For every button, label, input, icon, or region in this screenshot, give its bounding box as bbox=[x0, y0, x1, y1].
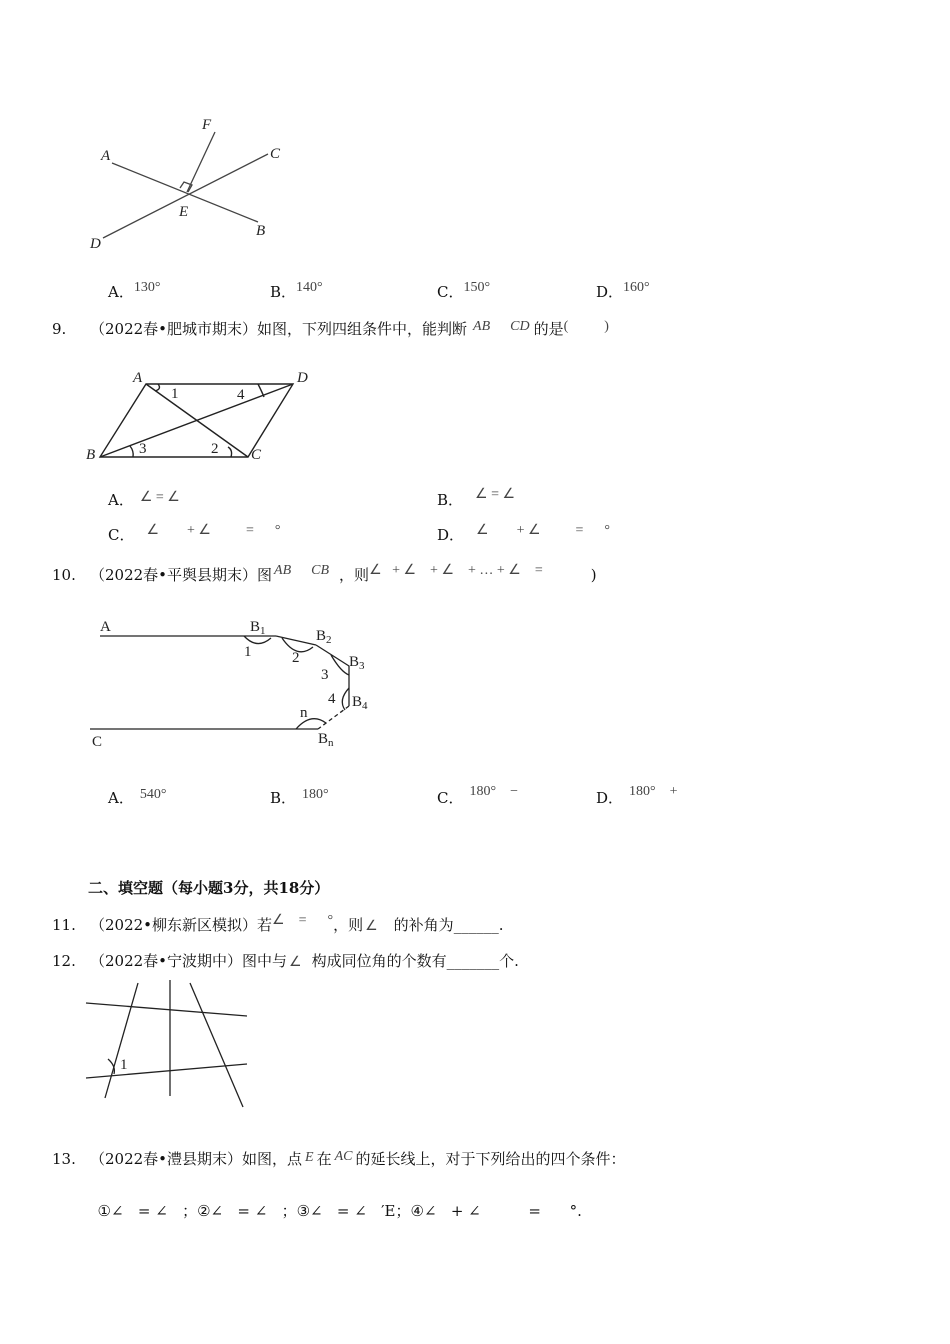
label-b2: $B_2$ bbox=[316, 628, 332, 646]
q12-stem: 12. （2022春•宁波期中）图中与 ∠ 构成同位角的个数有_______个. bbox=[52, 952, 519, 970]
transversal-top bbox=[86, 1003, 247, 1016]
label-f: F bbox=[202, 117, 212, 133]
q13-stem: 13. （2022春•澧县期末）如图，点 E 在 AC 的延长线上，对于下列给出的四个条件： bbox=[52, 1149, 626, 1168]
q8-option-c[interactable]: C．150° bbox=[437, 280, 491, 301]
q11-stem: 11. （2022•柳东新区模拟）若∠ = °，则 ∠ 的补角为______. bbox=[52, 913, 504, 934]
label-a: A bbox=[133, 370, 143, 386]
label-b: B bbox=[256, 223, 266, 239]
angle-arc-4 bbox=[258, 384, 264, 397]
label-d: D bbox=[297, 370, 308, 386]
label-c: C bbox=[92, 734, 103, 750]
question-number: 13. bbox=[52, 1150, 76, 1168]
angle-arc-2 bbox=[228, 447, 232, 457]
segment-b1b2 bbox=[276, 636, 316, 645]
label-4: 4 bbox=[328, 691, 336, 707]
q8-option-a[interactable]: A．130° bbox=[108, 280, 161, 301]
answer-blank[interactable]: ______ bbox=[453, 916, 499, 934]
question-number: 11. bbox=[52, 916, 76, 934]
q10-option-b[interactable]: B． 180° bbox=[270, 787, 329, 807]
q9-option-a[interactable]: A． ∠ = ∠ bbox=[108, 490, 180, 509]
question-number: 12. bbox=[52, 952, 76, 970]
label-bn: $B_n$ bbox=[318, 731, 334, 749]
q8-option-b[interactable]: B．140° bbox=[270, 280, 323, 301]
q10-option-c[interactable]: C． 180° − bbox=[437, 784, 518, 807]
condition-2: ②∠ = ∠ ； bbox=[197, 1202, 297, 1220]
angle-arc-1 bbox=[155, 384, 159, 391]
condition-4: ④∠ + ∠ = °. bbox=[410, 1202, 582, 1220]
transversal-bottom bbox=[86, 1064, 247, 1078]
q10-stem: 10. （2022春•平舆县期末）图 AB CB ，则∠ + ∠ + ∠ + … + ∠ = ) bbox=[52, 563, 597, 584]
right-angle-mark bbox=[180, 182, 192, 192]
label-b1: $B_1$ bbox=[250, 619, 266, 637]
q9-option-c[interactable]: C． ∠ + ∠ = ° bbox=[108, 523, 281, 544]
label-c: C bbox=[251, 447, 262, 463]
condition-3: ③∠ = ∠ ′E； bbox=[296, 1202, 411, 1220]
label-a: A bbox=[100, 619, 111, 635]
line-right bbox=[190, 983, 243, 1107]
label-d: D bbox=[90, 236, 101, 252]
question-number: 9. bbox=[52, 320, 67, 338]
label-b3: $B_3$ bbox=[349, 654, 365, 672]
line-left bbox=[105, 983, 138, 1098]
angle-arc-3 bbox=[130, 446, 133, 457]
segment-b2b3 bbox=[316, 645, 349, 666]
label-1: 1 bbox=[171, 386, 179, 402]
condition-1: ①∠ = ∠ ； bbox=[97, 1202, 198, 1220]
label-4: 4 bbox=[237, 387, 245, 403]
line-dc bbox=[103, 154, 268, 238]
label-e: E bbox=[179, 204, 189, 220]
label-c: C bbox=[270, 146, 281, 162]
label-2: 2 bbox=[292, 650, 300, 666]
label-1: 1 bbox=[244, 644, 252, 660]
section-heading: 二、填空题（每小题3分，共18分） bbox=[88, 879, 330, 897]
diagonal-bd bbox=[100, 384, 293, 457]
q10-option-a[interactable]: A． 540° bbox=[108, 787, 167, 807]
label-b: B bbox=[86, 447, 96, 463]
label-1: 1 bbox=[120, 1057, 128, 1073]
q9-option-b[interactable]: B． ∠ = ∠ bbox=[437, 487, 516, 509]
q13-conditions bbox=[88, 1182, 582, 1221]
q10-option-d[interactable]: D． 180° + bbox=[596, 784, 678, 807]
angle-arc-1 bbox=[108, 1059, 114, 1074]
label-3: 3 bbox=[139, 441, 147, 457]
q9-option-d[interactable]: D． ∠ + ∠ = ° bbox=[437, 523, 611, 544]
question-number: 10. bbox=[52, 566, 76, 584]
label-b4: $B_4$ bbox=[352, 694, 368, 712]
q8-option-d[interactable]: D．160° bbox=[596, 280, 650, 301]
label-a: A bbox=[101, 148, 111, 164]
label-3: 3 bbox=[321, 667, 329, 683]
answer-blank[interactable]: _______ bbox=[446, 952, 500, 970]
q9-stem: 9. （2022春•肥城市期末）如图，下列四组条件中，能判断 AB CD 的是( ) bbox=[52, 319, 609, 338]
label-2: 2 bbox=[211, 441, 219, 457]
angle-arc-1 bbox=[244, 636, 271, 644]
label-n: n bbox=[300, 705, 308, 721]
